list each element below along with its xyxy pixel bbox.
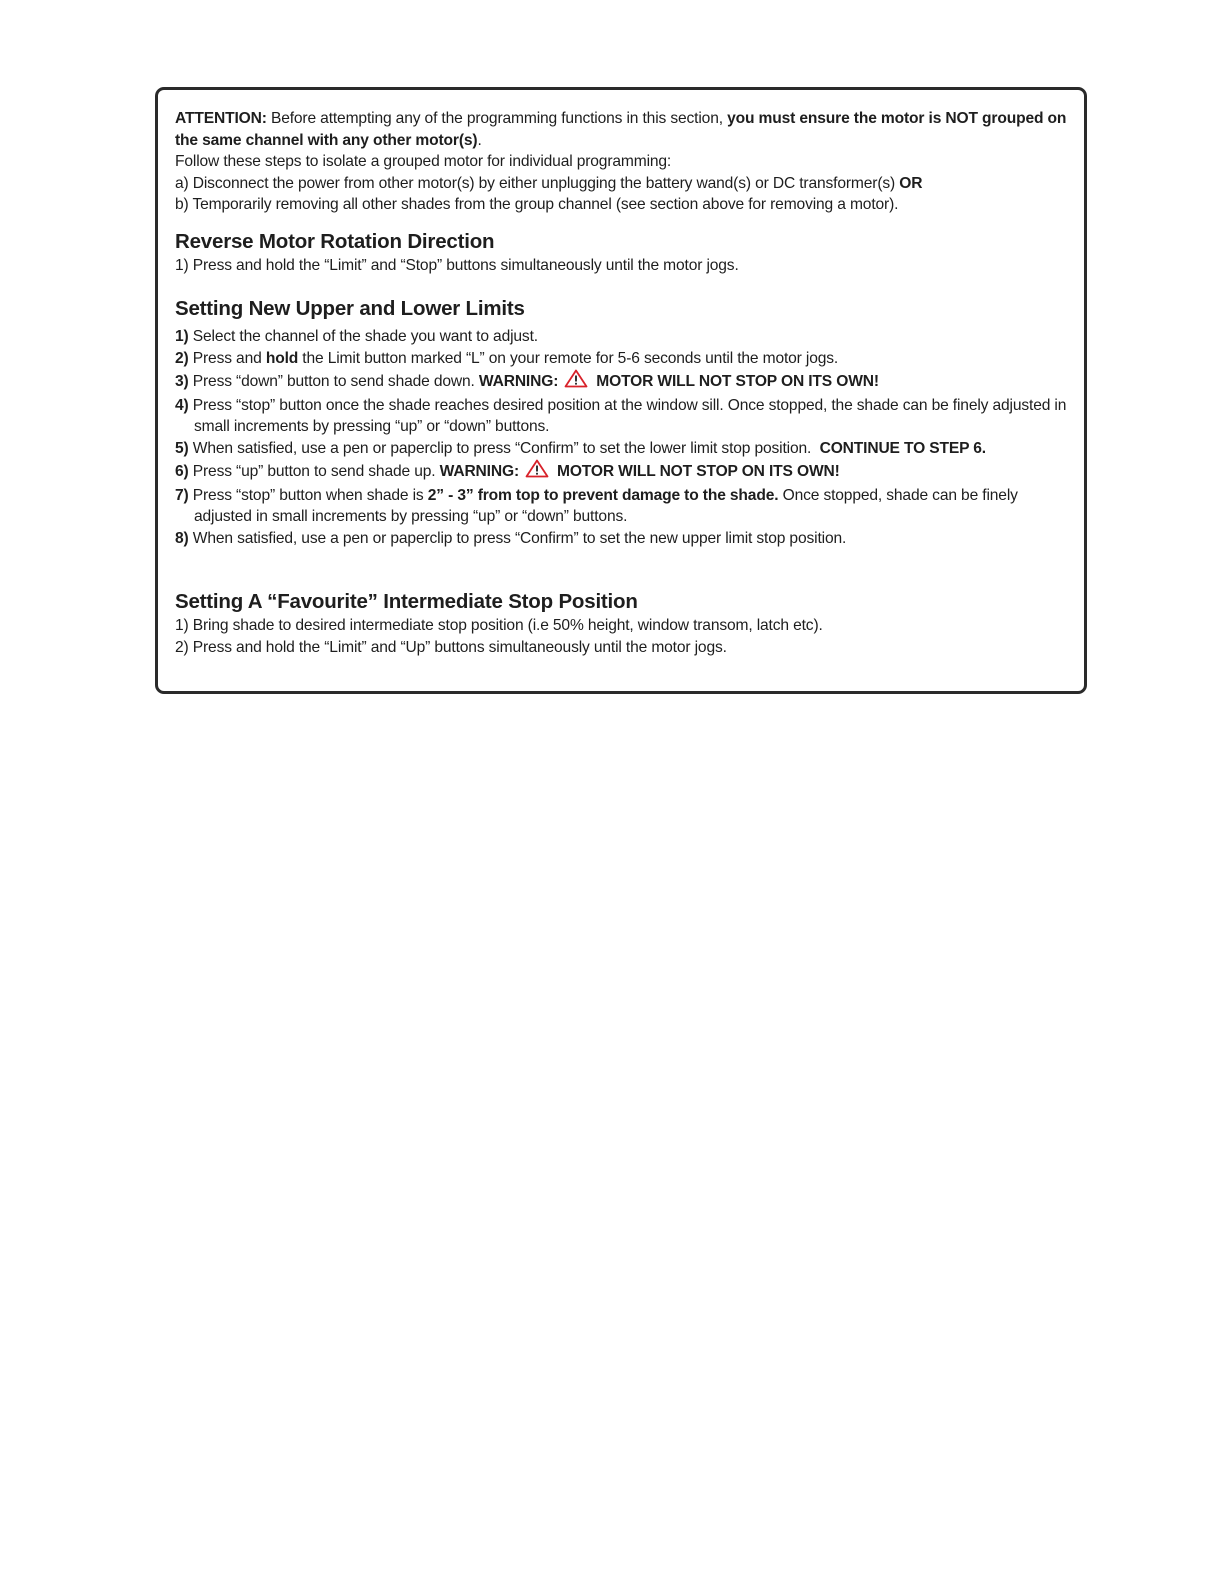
step-text: Press and bbox=[188, 349, 266, 367]
step-number: 5) bbox=[175, 439, 189, 457]
limits-step-8 bbox=[175, 528, 1068, 550]
limits-heading: Setting New Upper and Lower Limits bbox=[175, 297, 525, 320]
step-text: Press “stop” button when shade is bbox=[188, 486, 428, 504]
limits-step-1 bbox=[175, 326, 1068, 348]
attention-emphasis: you must ensure the motor is NOT grouped on the same channel with any other motor(s) bbox=[175, 110, 1067, 149]
step-number: 1) bbox=[175, 328, 189, 345]
limits-step-7 bbox=[175, 485, 1068, 528]
favourite-step-2: 2) Press and hold the “Limit” and “Up” buttons simultaneously until the motor jogs. bbox=[175, 638, 727, 656]
limits-step-4 bbox=[175, 395, 1068, 438]
damage-emphasis: 2” - 3” from top to prevent damage to the shade. bbox=[427, 486, 779, 504]
reverse-step-1: 1) Press and hold the “Limit” and “Stop” buttons simultaneously until the motor jogs. bbox=[175, 256, 739, 274]
isolate-step-a-or: OR bbox=[899, 174, 923, 192]
reverse-direction-heading: Reverse Motor Rotation Direction bbox=[175, 229, 495, 253]
step-text: When satisfied, use a pen or paperclip to press “Confirm” to set the lower limit stop position. bbox=[188, 439, 820, 457]
step-text: When satisfied, use a pen or paperclip to press “Confirm” to set the new upper limit stop position. bbox=[188, 529, 847, 547]
warning-label: WARNING: bbox=[478, 373, 559, 390]
limits-step-5 bbox=[175, 438, 1068, 460]
step-text: Press “stop” button once the shade reaches desired position at the window sill. Once stopped, the shade can be finely adjusted in small increments by pressing “up” or “down” buttons. bbox=[188, 396, 1067, 435]
step-number: 7) bbox=[175, 486, 189, 504]
limits-step-2 bbox=[175, 348, 1068, 370]
warning-text: MOTOR WILL NOT STOP ON ITS OWN! bbox=[596, 373, 879, 390]
follow-steps-text: Follow these steps to isolate a grouped motor for individual programming: bbox=[175, 153, 672, 170]
warning-text: MOTOR WILL NOT STOP ON ITS OWN! bbox=[556, 463, 840, 480]
step-text: the Limit button marked “L” on your remote for 5-6 seconds until the motor jogs. bbox=[298, 349, 839, 367]
attention-end: . bbox=[477, 131, 482, 149]
isolate-step-a-text: a) Disconnect the power from other motor(s) by either unplugging the battery wand(s) or DC transformer(s) bbox=[175, 174, 900, 192]
step-text: Once stopped, shade can be finely adjusted in small increments by pressing “up” or “down” buttons. bbox=[194, 486, 1018, 525]
limits-step-3 bbox=[175, 369, 1068, 395]
step-text: Press “up” button to send shade up. bbox=[188, 463, 440, 480]
limits-step-6 bbox=[175, 459, 1068, 485]
isolate-step-a bbox=[175, 173, 1068, 195]
step-text: Press “down” button to send shade down. bbox=[188, 373, 479, 390]
attention-label: ATTENTION: bbox=[175, 110, 267, 127]
step-number: 8) bbox=[175, 529, 189, 547]
step-number: 6) bbox=[175, 463, 189, 480]
step-number: 2) bbox=[175, 349, 189, 367]
attention-paragraph bbox=[175, 108, 1068, 151]
step-number: 4) bbox=[175, 396, 189, 414]
hold-emphasis: hold bbox=[265, 349, 299, 367]
step-number: 3) bbox=[175, 373, 189, 390]
favourite-heading: Setting A “Favourite” Intermediate Stop Position bbox=[175, 590, 638, 613]
warning-triangle-icon bbox=[564, 369, 588, 395]
warning-triangle-icon bbox=[525, 459, 549, 485]
continue-emphasis: CONTINUE TO STEP 6. bbox=[819, 439, 986, 457]
favourite-step-1: 1) Bring shade to desired intermediate stop position (i.e 50% height, window transom, latch etc). bbox=[175, 617, 823, 634]
isolate-step-b: b) Temporarily removing all other shades from the group channel (see section above for removing a motor). bbox=[175, 196, 899, 213]
instructions-panel bbox=[155, 87, 1087, 694]
warning-label: WARNING: bbox=[439, 463, 519, 480]
attention-text: Before attempting any of the programming functions in this section, bbox=[266, 110, 728, 127]
step-text: Select the channel of the shade you want to adjust. bbox=[188, 328, 538, 345]
